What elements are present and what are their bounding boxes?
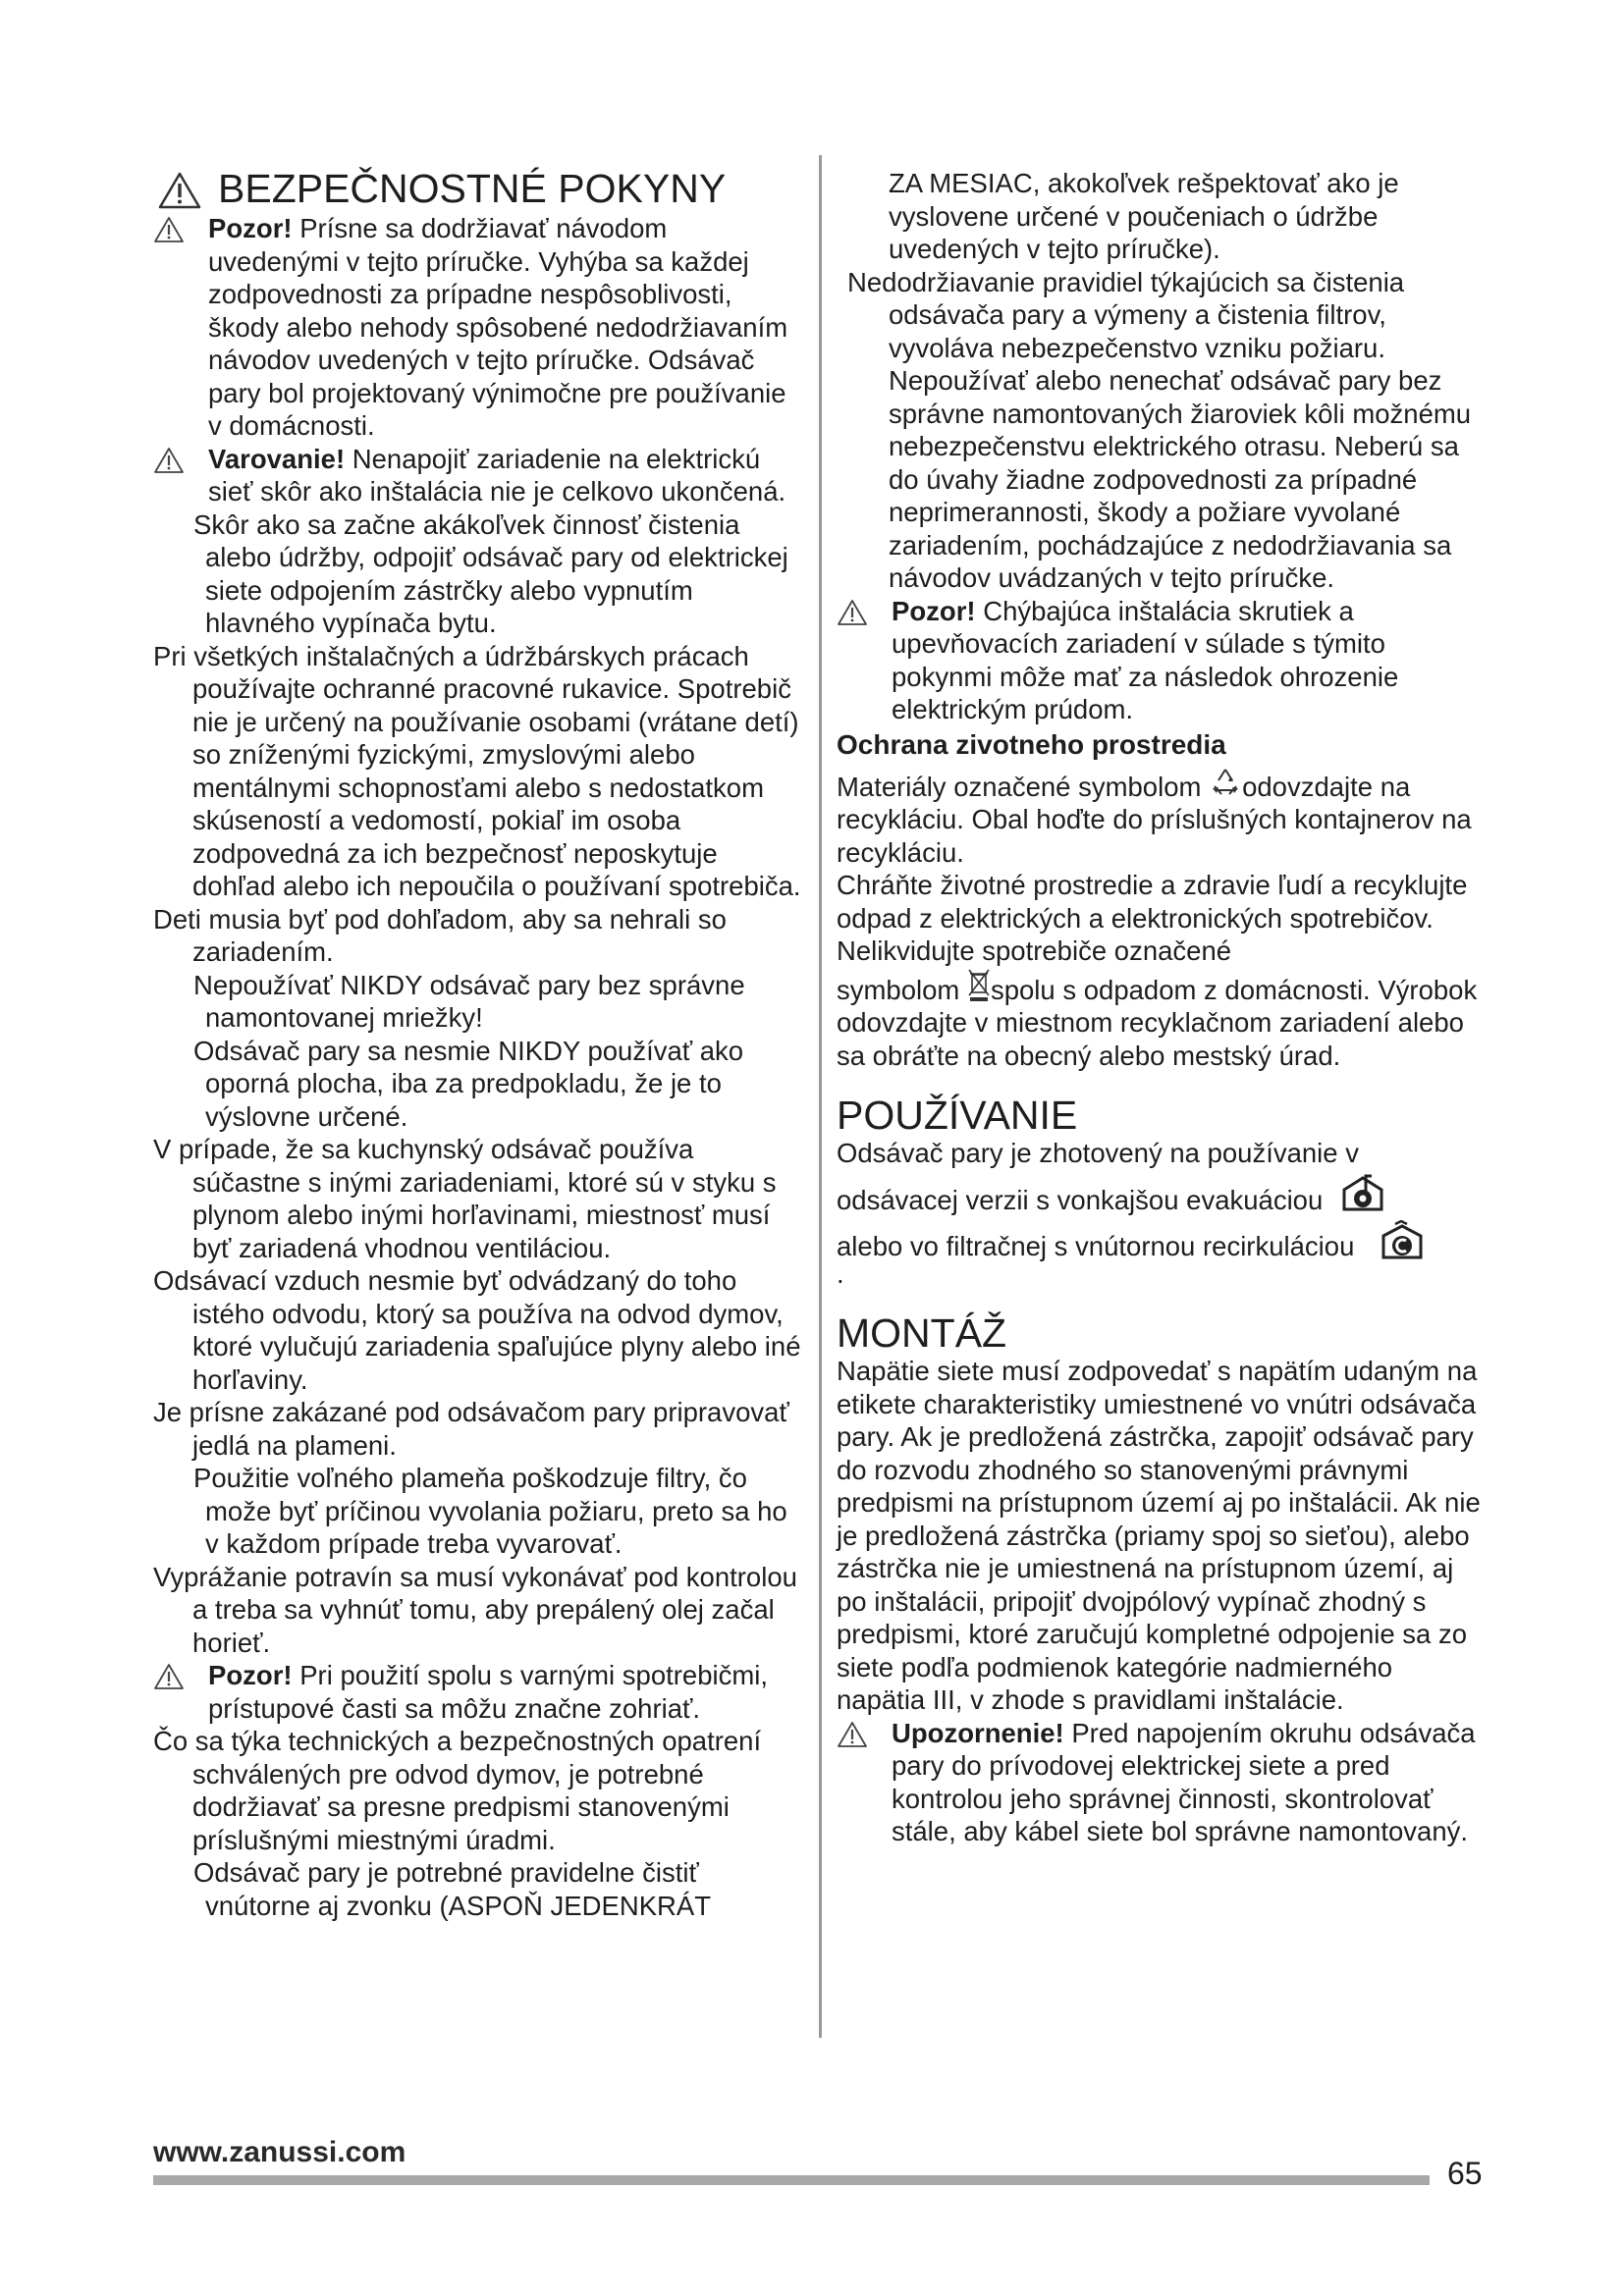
page-number: 65 [1447,2156,1483,2191]
warning-upozornenie [837,1717,1485,1848]
warning-icon [157,171,202,210]
warning-text: Pred napojením okruhu odsávača pary do prívodovej elektrickej siete a pred kontrolou jeho správnej činnosti, skontrolovať stále, aby kábel siete bol správne namontovaný. [892,1717,1476,1846]
warning-icon [153,447,185,474]
warning-text: Chýbajúca inštalácia skrutiek a upevňovacích zariadení v súlade s týmito pokynmi môže mať za následok ohrozenie elektrickým prúdom. [892,595,1399,724]
warning-icon [837,599,868,626]
usage-ducted-text: odsávacej verzii s vonkajšou evakuáciou [837,1184,1324,1215]
paragraph-flambe: Je prísne zakázané pod odsávačom pary pripravovať jedlá na plameni. [153,1397,789,1461]
footer-rule [153,2175,1430,2185]
warning-icon [153,216,185,243]
usage-recirc-text: alebo vo filtračnej s vnútornou recirkuláciou [837,1231,1355,1261]
warning-text: Pri použití spolu s varnými spotrebičmi, prístupové časti sa môžu značne zohriať. [208,1660,769,1724]
warning-text: Nenapojiť zariadenie na elektrickú sieť skôr ako inštalácia nie je celkovo ukončená. [208,443,786,507]
warning-icon [153,1663,185,1690]
right-column [837,167,1485,1848]
warning-hot-parts [153,1659,801,1725]
paragraph-cleaning: Skôr ako sa začne akákoľvek činnosť čistenia alebo údržby, odpojiť odsávač pary od elektrickej siete odpojením zástrčky alebo vypnutím hlavného vypínača bytu. [193,508,788,638]
paragraph-weee-symbol [837,974,1485,1073]
paragraph-gloves: Pri všetkých inštalačných a údržbárskych prácach používajte ochranné pracovné rukavice. Spotrebič nie je určený na používanie osobami (vrátane detí) so zníženými fyzickými, zmyslovými alebo mentálnymi schopnosťami alebo s nedostatkom skúseností a vedomostí, pokiaľ im osoba zodpovedná za ich bezpečnosť neposkytuje dohľad alebo ich nepoučila o používaní spotrebiča. [153,640,801,901]
warning-icon [837,1721,868,1748]
paragraph-usage-ducted [837,1184,1485,1217]
environment-heading: Ochrana zivotneho prostredia [837,728,1226,760]
paragraph-clean-monthly: Odsávač pary je potrebné pravidelne čistiť vnútorne aj zvonku (ASPOŇ JEDENKRÁT [193,1857,712,1921]
paragraph-exhaust-air: Odsávací vzduch nesmie byť odvádzaný do toho istého odvodu, ktorý sa používa na odvod dymov, ktoré vylučujú zariadenia spaľujúce plyny alebo iné horľaviny. [153,1265,801,1395]
footer-website-link[interactable]: www.zanussi.com [153,2136,406,2168]
paragraph-weee: Chráňte životné prostredie a zdravie ľudí a recyklujte odpad z elektrických a elektronických spotrebičov. Nelikvidujte spotrebiče označené [837,870,1468,966]
paragraph-never-grid: Nepoužívať NIKDY odsávač pary bez správne namontovanej mriežky! [193,969,745,1033]
weee-text-a: symbolom [837,974,967,1005]
recirculation-icon [1378,1220,1427,1261]
paragraph-usage-intro: Odsávač pary je zhotovený na používanie v [837,1138,1359,1168]
paragraph-frying: Vyprážanie potravín sa musí vykonávať pod kontrolou a treba sa vyhnúť tomu, aby prepálený olej začal horieť. [153,1561,797,1658]
paragraph-recycling [837,771,1485,870]
warning-screws [837,595,1485,726]
warning-label: Pozor! [208,1660,293,1690]
paragraph-installation: Napätie siete musí zodpovedať s napätím udaným na etikete charakteristiky umiestnené vo vnútri odsávača pary. Ak je predložená zástrčka, zapojiť odsávač pary do rozvodu zhodného so stanovenými právnymi predpismi na prístupnom území aj po inštalácii. Ak nie je predložená zástrčka (priamy spoj so sieťou), alebo zástrčka nie je umiestnená na prístupnom území, aj po inštalácii, pripojiť dvojpólový vypínač zhodný s predpismi, ktoré zaručujú kompletné odpojenie sa zo siete podľa podmienok kategórie nadmierného napätia III, v zhode s pravidlami inštalácie. [837,1356,1481,1715]
safety-heading-row [153,167,801,210]
warning-pozor [153,212,801,443]
paragraph-never-surface: Odsávač pary sa nesmie NIKDY používať ako oporná plocha, iba za predpokladu, že je to výslovne určené. [193,1035,744,1132]
ducted-extraction-icon [1338,1172,1387,1213]
weee-text-b: spolu s odpadom z domácnosti. Výrobok odovzdajte v miestnom recyklačnom zariadení alebo sa obráťte na obecný alebo mestský úrad. [837,974,1478,1071]
warning-varovanie [153,443,801,508]
section-title-installation: MONTÁŽ [837,1310,1007,1356]
paragraph-usage-recirc [837,1230,1485,1263]
paragraph-fire-risk: Nedodržiavanie pravidiel týkajúcich sa čistenia odsávača pary a výmeny a čistenia filtrov, vyvoláva nebezpečenstvo vzniku požiaru. Nepoužívať alebo nenechať odsávač pary bez správne namontovaných žiaroviek kôli možnému nebezpečenstvu elektrického otrasu. Neberú sa do úvahy žiadne zodpovednosti za prípadné neprimerannosti, škody a požiare vyvolané zariadením, pochádzajúce z nedodržiavania sa návodov uvádzaných v tejto príručke. [847,266,1472,593]
recycling-text-b: odovzdajte na recykláciu. Obal hoďte do príslušných kontajnerov na recykláciu. [837,771,1472,868]
section-title-usage: POUŽÍVANIE [837,1093,1078,1138]
warning-label: Varovanie! [208,443,346,474]
paragraph-kitchen-gas: V prípade, že sa kuchynský odsávač používa súčastne s inými zariadeniami, ktoré sú v styku s plynom alebo inými horľavinami, miestnosť musí byť zariadená vhodnou ventiláciou. [153,1134,777,1263]
column-divider [819,155,822,2038]
recycle-icon [1209,767,1242,796]
paragraph-open-flame: Použitie voľného plameňa poškodzuje filtry, čo može byť príčinou vyvolania požiaru, preto sa ho v každom prípade treba vyvarovať. [193,1463,787,1559]
usage-dot: . [837,1257,844,1289]
warning-label: Pozor! [892,595,976,626]
warning-text: Prísne sa dodržiavať návodom uvedenými v tejto príručke. Vyhýba sa každej zodpovednosti za prípadne nespôsoblivosti, škody alebo nehody spôsobené nedodržiavaním návodov uvedených v tejto príručke. Odsávač pary bol projektovaný výnimočne pre používanie v domácnosti. [208,213,788,441]
paragraph-continuation: ZA MESIAC, akokoľvek rešpektovať ako je vyslovene určené v poučeniach o údržbe uvedených v tejto príručke). [889,168,1399,264]
warning-label: Pozor! [208,213,293,243]
crossed-bin-icon [967,967,991,1002]
recycling-text-a: Materiály označené symbolom [837,771,1210,802]
paragraph-technical: Čo sa týka technických a bezpečnostných opatrení schválených pre odvod dymov, je potrebné dodržiavať sa presne predpismi stanovenými príslušnými miestnými úradmi. [153,1726,762,1855]
warning-label: Upozornenie! [892,1717,1064,1748]
left-column [153,167,801,1922]
paragraph-children: Deti musia byť pod dohľadom, aby sa nehrali so zariadením. [153,903,727,967]
section-title-safety: BEZPEČNOSTNÉ POKYNY [218,166,727,211]
